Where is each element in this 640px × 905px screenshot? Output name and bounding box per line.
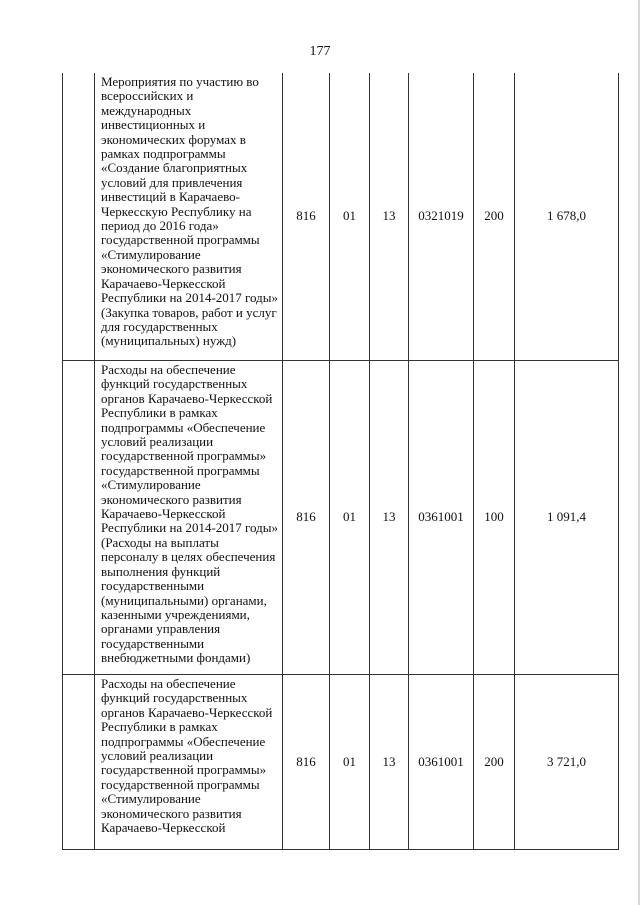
sum-cell: 3 721,0 (515, 675, 619, 850)
ministry-code-cell: 816 (283, 73, 330, 361)
target-article-cell: 0321019 (409, 73, 474, 361)
description-cell: Расходы на обеспечение функций государственных органов Карачаево-Черкесской Республики в рамках подпрограммы «Обеспечение условий реализации государственной программы» государственной программы «Стимулирование экономического развития Карачаево-Черкесской Республики на 2014-2017 годы» (Расходы на выплаты персоналу в целях обеспечения выполнения функций государственными (муниципальными) органами, казенными учреждениями, органами управления государственными внебюджетными фондами) (95, 361, 283, 675)
expense-type-cell: 200 (474, 73, 515, 361)
section-code-cell: 01 (330, 361, 370, 675)
section-code-cell: 01 (330, 73, 370, 361)
blank-cell (63, 675, 95, 850)
target-article-cell: 0361001 (409, 675, 474, 850)
target-article-cell: 0361001 (409, 361, 474, 675)
page-number: 177 (309, 44, 331, 59)
expense-type-cell: 200 (474, 675, 515, 850)
description-cell: Мероприятия по участию во всероссийских и международных инвестиционных и экономических форумах в рамках подпрограммы «Создание благоприятных условий для привлечения инвестиций в Карачаево-Черкесскую Республику на период до 2016 года» государственной программы «Стимулирование экономического развития Карачаево-Черкесской Республики на 2014-2017 годы» (Закупка товаров, работ и услуг для государственных (муниципальных) нужд) (95, 73, 283, 361)
subsection-code-cell: 13 (370, 361, 409, 675)
sum-cell: 1 678,0 (515, 73, 619, 361)
table-row (63, 675, 619, 850)
budget-table (62, 73, 619, 850)
ministry-code-cell: 816 (283, 675, 330, 850)
subsection-code-cell: 13 (370, 675, 409, 850)
sum-cell: 1 091,4 (515, 361, 619, 675)
table-row (63, 73, 619, 361)
section-code-cell: 01 (330, 675, 370, 850)
subsection-code-cell: 13 (370, 73, 409, 361)
blank-cell (63, 73, 95, 361)
table-row (63, 361, 619, 675)
blank-cell (63, 361, 95, 675)
description-cell: Расходы на обеспечение функций государственных органов Карачаево-Черкесской Республики в рамках подпрограммы «Обеспечение условий реализации государственной программы» государственной программы «Стимулирование экономического развития Карачаево-Черкесской (95, 675, 283, 850)
expense-type-cell: 100 (474, 361, 515, 675)
ministry-code-cell: 816 (283, 361, 330, 675)
